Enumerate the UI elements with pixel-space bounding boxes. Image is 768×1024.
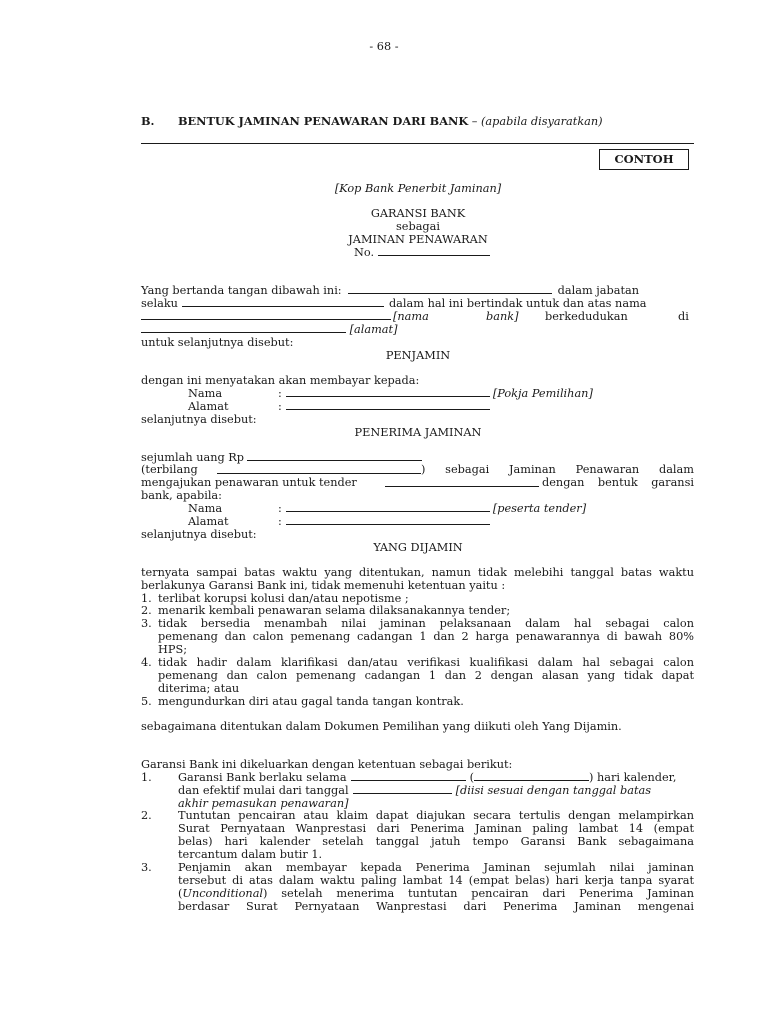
tender-text: mengajukan penawaran untuk tender [141, 476, 357, 489]
item-2-text: menarik kembali penawaran selama dilaksanakannya tender; [158, 604, 511, 617]
term-3-line-3 [178, 887, 694, 900]
intro-text-selaku: selaku [141, 297, 178, 310]
intro-text-signer: Yang bertanda tangan dibawah ini: [141, 284, 342, 297]
recipient-address-blank [286, 400, 490, 410]
effective-date-blank [353, 784, 452, 794]
unconditional-text: Unconditional [182, 887, 264, 900]
guaranteed-name-label: Nama [188, 502, 223, 515]
term-3-line-1: Penjamin akan membayar kepada Penerima Jaminan sejumlah nilai jaminan [178, 861, 694, 874]
intro-line-3 [141, 310, 694, 323]
item-3-number: 3. [141, 617, 152, 630]
colon: : [278, 400, 282, 413]
term-2-line-1: Tuntutan pencairan atau klaim dapat diajukan secara tertulis dengan melampirkan [178, 809, 694, 822]
peserta-hint: [peserta tender] [492, 502, 587, 515]
term-1-line-2 [178, 784, 651, 797]
heading-line-1: GARANSI BANK [370, 207, 466, 220]
item-5-number: 5. [141, 695, 152, 708]
duration-words-blank [474, 771, 589, 781]
item-1-number: 1. [141, 592, 152, 605]
open-paren: ( [178, 887, 183, 900]
heading-line-3: JAMINAN PENAWARAN [348, 233, 488, 246]
item-3-line-3: HPS; [158, 643, 187, 656]
term-1-calendar-text: ) hari kalender, [589, 771, 677, 784]
terbilang-text: (terbilang [141, 463, 198, 476]
bank-name-hint-b: bank] [486, 310, 519, 323]
amount-line-4: bank, apabila: [141, 489, 222, 502]
intro-line-2 [141, 297, 647, 310]
intro-line-4 [141, 323, 397, 336]
amount-line-2 [141, 463, 694, 476]
guaranteed-name-blank [286, 502, 490, 512]
item-1-text: terlibat korupsi kolusi dan/atau nepotisme ; [158, 592, 409, 605]
item-4-line-2: pemenang dan calon pemenang cadangan 1 dan 2 dengan alasan yang tidak dapat [158, 669, 694, 682]
condition-line-1: ternyata sampai batas waktu yang ditentukan, namun tidak melebihi tanggal batas waktu [141, 566, 694, 579]
term-3-claim-text: ) setelah menerima tuntutan pencairan dari Penerima Jaminan [263, 887, 694, 900]
item-3-line-1: tidak bersedia menambah nilai jaminan pelaksanaan dalam hal sebagai calon [158, 617, 694, 630]
amount-line-3 [141, 476, 694, 489]
section-title: BENTUK JAMINAN PENAWARAN DARI BANK [178, 114, 469, 128]
heading-line-2: sebagai [395, 220, 441, 233]
intro-text-berkedudukan: berkedudukan [545, 310, 628, 323]
guaranteed-name-line [278, 502, 586, 515]
item-3-line-2: pemenang dan calon pemenang cadangan 1 dan 2 harga penawarannya di bawah 80% [158, 630, 694, 643]
term-1-line-1 [178, 771, 676, 784]
address-hint: [alamat] [349, 323, 398, 336]
selanjutnya-1: selanjutnya disebut: [141, 413, 257, 426]
term-3-line-2: tersebut di atas dalam waktu paling lambat 14 (empat belas) hari kerja tanpa syarat [178, 874, 694, 887]
amount-text: sejumlah uang Rp [141, 451, 245, 464]
colon: : [278, 502, 282, 515]
jaminan-penawaran-text: ) sebagai Jaminan Penawaran dalam [421, 463, 694, 476]
number-blank [378, 246, 490, 256]
terms-intro: Garansi Bank ini dikeluarkan dengan ketentuan sebagai berikut: [141, 758, 513, 771]
pay-to-text: dengan ini menyatakan akan membayar kepada: [141, 374, 420, 387]
term-2-line-3: belas) hari kalender setelah tanggal jatuh tempo Garansi Bank sebagaimana [178, 835, 694, 848]
recipient-name-line [278, 387, 593, 400]
item-5-text: mengundurkan diri atau gagal tanda tangan kontrak. [158, 695, 464, 708]
effective-date-text: dan efektif mulai dari tanggal [178, 784, 349, 797]
terbilang-blank [217, 464, 421, 474]
open-paren: ( [469, 771, 474, 784]
recipient-name-label: Nama [188, 387, 223, 400]
amount-blank [247, 451, 422, 461]
effective-date-hint: [diisi sesuai dengan tanggal batas [455, 784, 652, 797]
number-line [354, 246, 490, 259]
term-1-line-3: akhir pemasukan penawaran] [178, 797, 349, 810]
recipient-address-label: Alamat [188, 400, 229, 413]
address-blank [141, 323, 346, 333]
contoh-box: CONTOH [599, 149, 689, 170]
term-3-number: 3. [141, 861, 152, 874]
signer-name-blank [348, 284, 552, 294]
guaranteed-address-blank [286, 515, 490, 525]
term-3-line-4: berdasar Surat Pernyataan Wanprestasi dari Penerima Jaminan mengenai [178, 900, 694, 913]
item-2-number: 2. [141, 604, 152, 617]
sebagaimana-text: sebagaimana ditentukan dalam Dokumen Pemilihan yang diikuti oleh Yang Dijamin. [141, 720, 622, 733]
dijamin-label: YANG DIJAMIN [373, 541, 463, 554]
duration-blank [351, 771, 466, 781]
section-heading [178, 115, 603, 128]
section-divider [141, 143, 694, 144]
kop-placeholder: [Kop Bank Penerbit Jaminan] [334, 182, 502, 195]
bank-name-blank [141, 310, 391, 320]
guaranteed-address-line [278, 515, 490, 528]
pokja-hint: [Pokja Pemilihan] [492, 387, 593, 400]
section-note: (apabila disyaratkan) [481, 115, 603, 128]
bentuk-garansi-text: dengan bentuk garansi [542, 476, 694, 489]
term-1-number: 1. [141, 771, 152, 784]
colon: : [278, 387, 282, 400]
intro-text-di: di [678, 310, 689, 323]
position-blank [182, 297, 384, 307]
term-1-text: Garansi Bank berlaku selama [178, 771, 347, 784]
section-dash: – [471, 115, 478, 128]
tender-blank [385, 477, 539, 487]
intro-text-on-behalf: dalam hal ini bertindak untuk dan atas nama [388, 297, 647, 310]
no-label: No. [354, 246, 375, 259]
guaranteed-address-label: Alamat [188, 515, 229, 528]
page-number: - 68 - [369, 40, 399, 53]
item-4-line-1: tidak hadir dalam klarifikasi dan/atau verifikasi kualifikasi dalam hal sebagai calon [158, 656, 694, 669]
intro-text-jabatan: dalam jabatan [557, 284, 639, 297]
intro-line-5: untuk selanjutnya disebut: [141, 336, 294, 349]
bank-name-hint-a: [nama [393, 310, 429, 323]
term-2-line-4: tercantum dalam butir 1. [178, 848, 323, 861]
term-2-line-2: Surat Pernyataan Wanprestasi dari Penerima Jaminan paling lambat 14 (empat [178, 822, 694, 835]
penerima-label: PENERIMA JAMINAN [354, 426, 482, 439]
item-4-number: 4. [141, 656, 152, 669]
penjamin-label: PENJAMIN [385, 349, 451, 362]
colon: : [278, 515, 282, 528]
recipient-address-line [278, 400, 490, 413]
section-letter: B. [141, 114, 155, 128]
condition-line-2: berlakunya Garansi Bank ini, tidak memenuhi ketentuan yaitu : [141, 579, 506, 592]
recipient-name-blank [286, 387, 490, 397]
selanjutnya-2: selanjutnya disebut: [141, 528, 257, 541]
item-4-line-3: diterima; atau [158, 682, 240, 695]
term-2-number: 2. [141, 809, 152, 822]
intro-line-1 [141, 284, 639, 297]
